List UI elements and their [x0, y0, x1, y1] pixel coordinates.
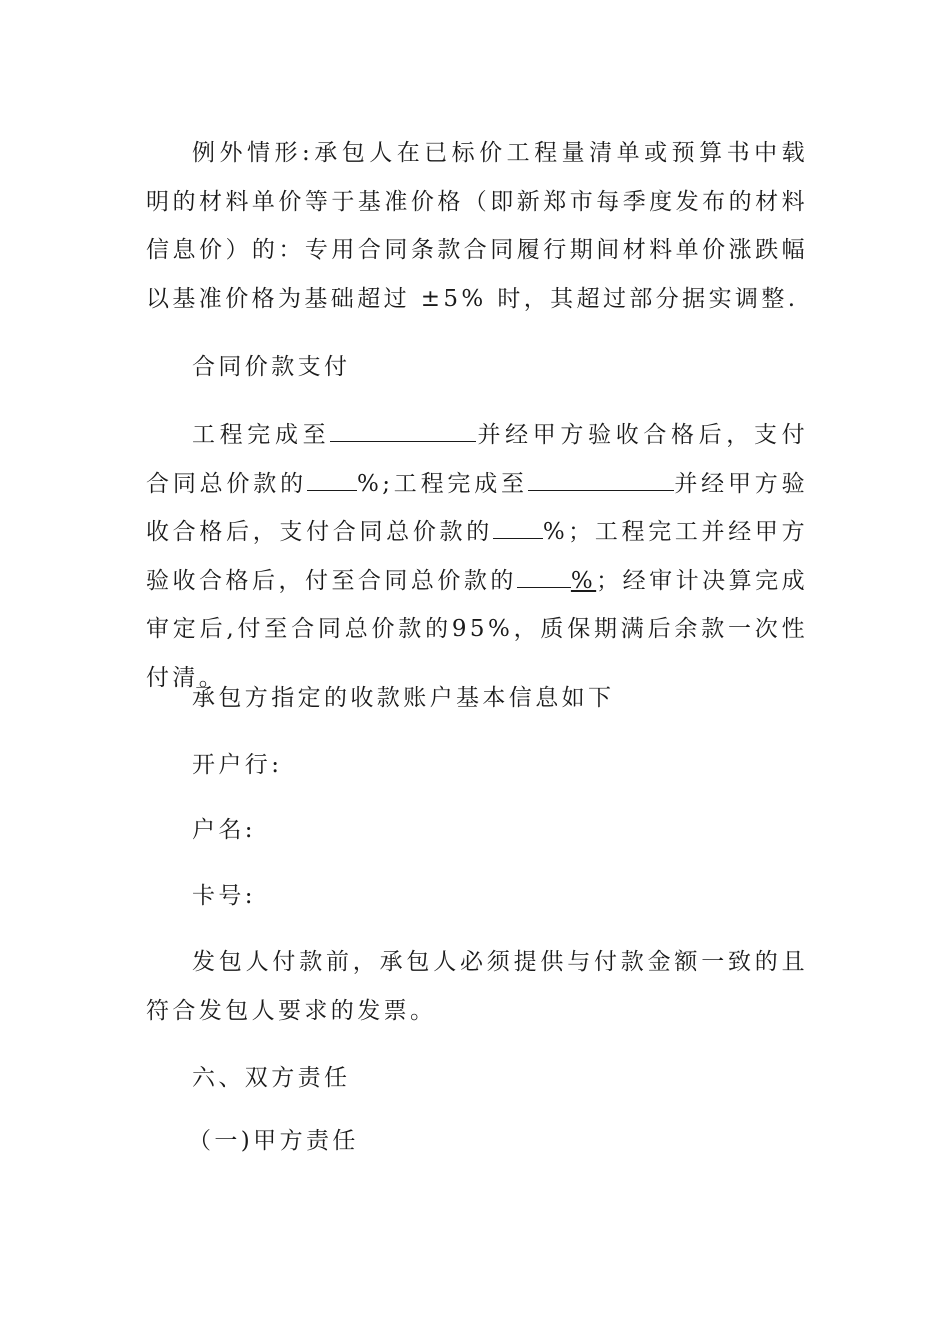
payment-paragraph [146, 411, 808, 702]
payment-text-7: ；经审计决算完成审定后,付至合同总价款的95%，质保期满后余款一次性付清。 [146, 567, 808, 691]
blank-percent-3 [517, 565, 571, 588]
exception-paragraph: 例外情形:承包人在已标价工程量清单或预算书中载明的材料单价等于基准价格（即新郑市每季度发布的材料信息价）的：专用合同条款合同履行期间材料单价涨跌幅以基准价格为基础超过 ±5% 时，其超过部分据实调整. [146, 140, 808, 312]
card-number-label: 卡号: [192, 883, 256, 909]
payment-text-6: % [570, 567, 597, 594]
payment-text-5: %；工程完工并经甲方验收合格后，付至合同总价款的 [146, 519, 809, 594]
party-a-heading: （一)甲方责任 [188, 1128, 359, 1154]
blank-percent-1 [307, 468, 357, 491]
invoice-paragraph: 发包人付款前，承包人必须提供与付款金额一致的且符合发包人要求的发票。 [146, 949, 808, 1024]
payment-text-3: %;工程完成至 [356, 470, 528, 497]
section-six-heading: 六、双方责任 [192, 1065, 351, 1091]
account-name-label: 户名: [192, 817, 256, 843]
account-intro: 承包方指定的收款账户基本信息如下 [192, 685, 615, 711]
payment-text-2: 并经甲方验收合格后，支付合同总价款的 [146, 422, 808, 497]
payment-text-1: 工程完成至 [192, 422, 331, 448]
bank-label: 开户行: [192, 752, 283, 778]
blank-percent-2 [493, 516, 543, 539]
payment-heading: 合同价款支付 [192, 354, 351, 380]
payment-text-4: 并经甲方验收合格后，支付合同总价款的 [146, 470, 809, 545]
blank-stage-1 [330, 419, 476, 442]
blank-stage-2 [528, 468, 674, 491]
